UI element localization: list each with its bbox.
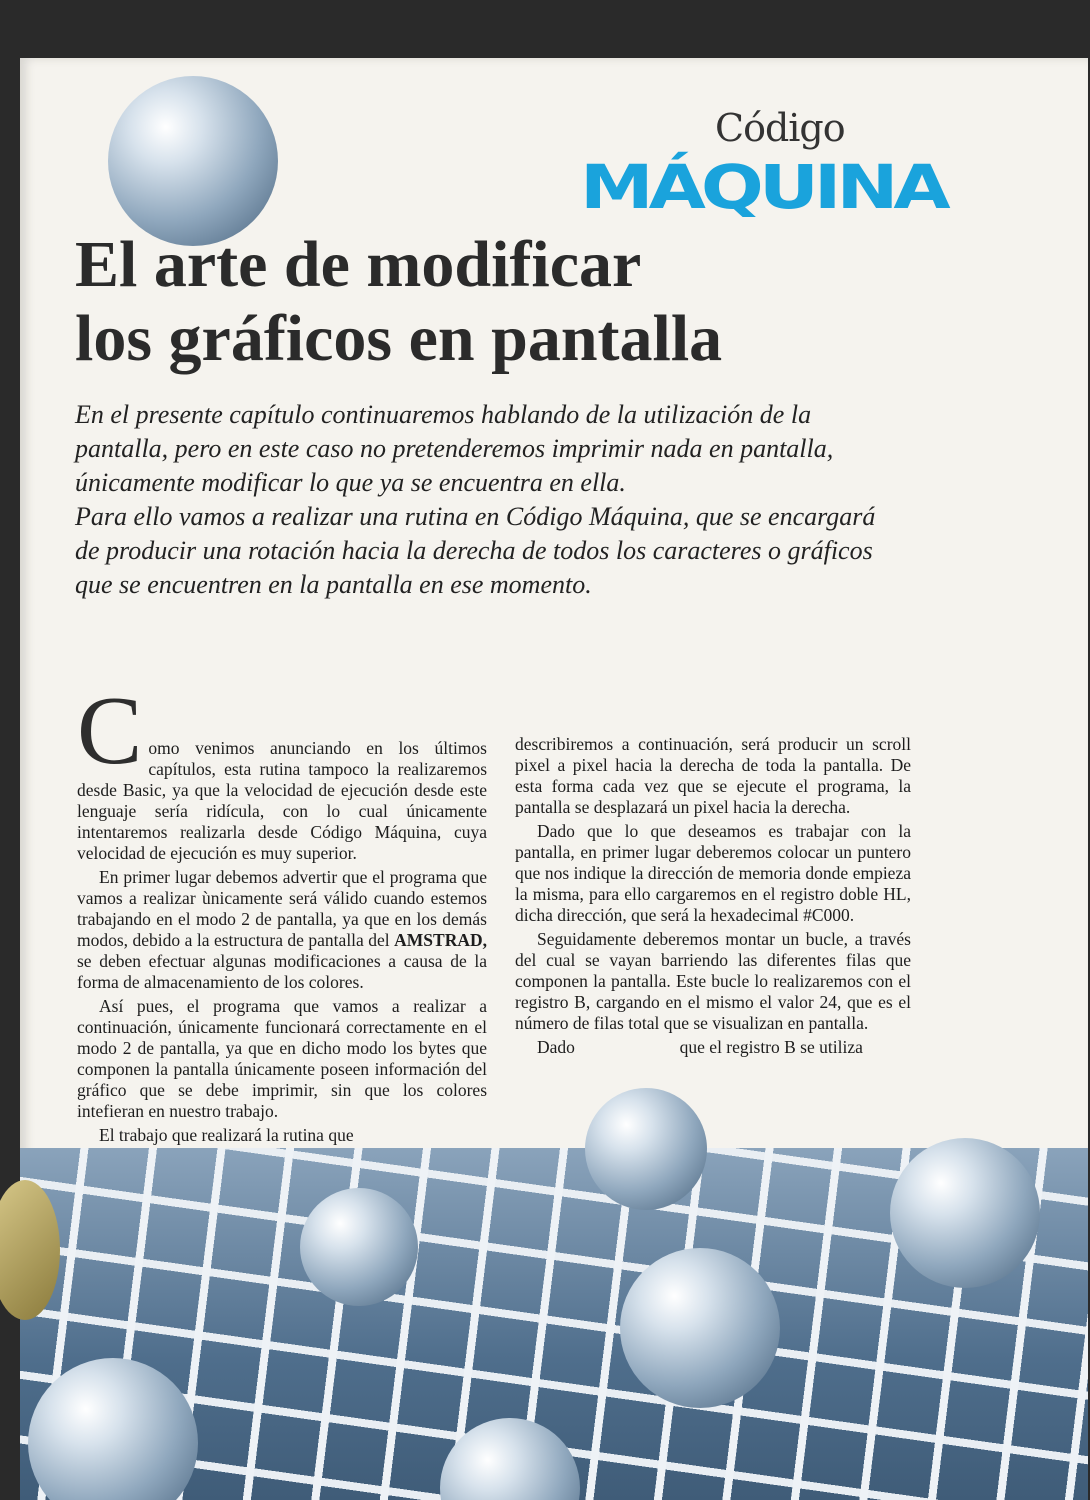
top-sphere-image xyxy=(108,76,278,246)
body-paragraph xyxy=(515,1037,911,1058)
sphere-image xyxy=(620,1248,780,1408)
body-paragraph: describiremos a continuación, será producir un scroll pixel a pixel hacia la derecha de toda la pantalla. De esta forma cada vez que se ejecute el programa, la pantalla se desplazará un pixel hacia la derecha. xyxy=(515,734,911,817)
article-lead xyxy=(75,398,885,602)
paragraph-text: que el registro B se utiliza xyxy=(679,1037,863,1057)
lead-paragraph-1: En el presente capítulo continuaremos hablando de la utilización de la pantalla, pero en este caso no pretenderemos imprimir nada en pantalla, únicamente modificar lo que ya se encuentra en ella. xyxy=(75,400,834,497)
brand-small-text: Código xyxy=(715,106,845,150)
paragraph-text: Dado xyxy=(537,1037,575,1057)
body-paragraph: Seguidamente deberemos montar un bucle, a través del cual se vayan barriendo las diferentes filas que componen la pantalla. Este bucle lo realizaremos con el registro B, cargando en el mismo el valor 24, que es el número de filas total que se visualizan en pantalla. xyxy=(515,929,911,1033)
title-line-1: El arte de modificar xyxy=(75,228,642,301)
body-column-left xyxy=(77,677,488,1146)
paragraph-text: En primer lugar debemos advertir que el programa que vamos a realizar ùnicamente será válido cuando estemos trabajando en el modo 2 de pantalla, ya que en los demás modos, debido a la estructura de pantalla del xyxy=(77,867,487,950)
sphere-image xyxy=(890,1138,1040,1288)
magazine-page xyxy=(20,58,1088,1500)
body-paragraph: El trabajo que realizará la rutina que xyxy=(99,1125,354,1145)
brand-mention: AMSTRAD, xyxy=(394,930,488,950)
paragraph-text: omo venimos anunciando en los últimos capítulos, esta rutina tampoco la realizaremos desde Basic, ya que la velocidad de ejecución desde este lenguaje sería ridícula, con lo cual únicamente intentaremos realizarla desde Código Máquina, cuya velocidad de ejecución es muy superior. xyxy=(77,738,487,863)
body-paragraph xyxy=(77,867,487,993)
article-title xyxy=(75,228,722,376)
paragraph-text: se deben efectuar algunas modificaciones a causa de la forma de almacenamiento de los colores. xyxy=(77,951,487,992)
body-paragraph: Así pues, el programa que vamos a realizar a continuación, únicamente funcionará correctamente en el modo 2 de pantalla, ya que en dicho modo los bytes que componen la pantalla únicamente poseen información del gráfico que se debe imprimir, sin que los colores intefieran en nuestro trabajo. xyxy=(77,996,487,1121)
drop-cap: C xyxy=(77,677,143,785)
title-line-2: los gráficos en pantalla xyxy=(75,302,723,375)
body-paragraph xyxy=(77,677,487,864)
body-column-right xyxy=(515,734,911,1058)
lead-paragraph-2: Para ello vamos a realizar una rutina en Código Máquina, que se encargará de producir una rotación hacia la derecha de todos los caracteres o gráficos que se encuentren en la pantalla en ese momento. xyxy=(75,502,876,599)
sphere-image xyxy=(300,1188,418,1306)
body-paragraph: Dado que lo que deseamos es trabajar con la pantalla, en primer lugar deberemos colocar un puntero que nos indique la dirección de memoria donde empieza la misma, para ello cargaremos en el registro doble HL, dicha dirección, que será la hexadecimal #C000. xyxy=(515,821,911,925)
sphere-image xyxy=(585,1088,707,1210)
brand-big-text: MÁQUINA xyxy=(580,152,946,223)
